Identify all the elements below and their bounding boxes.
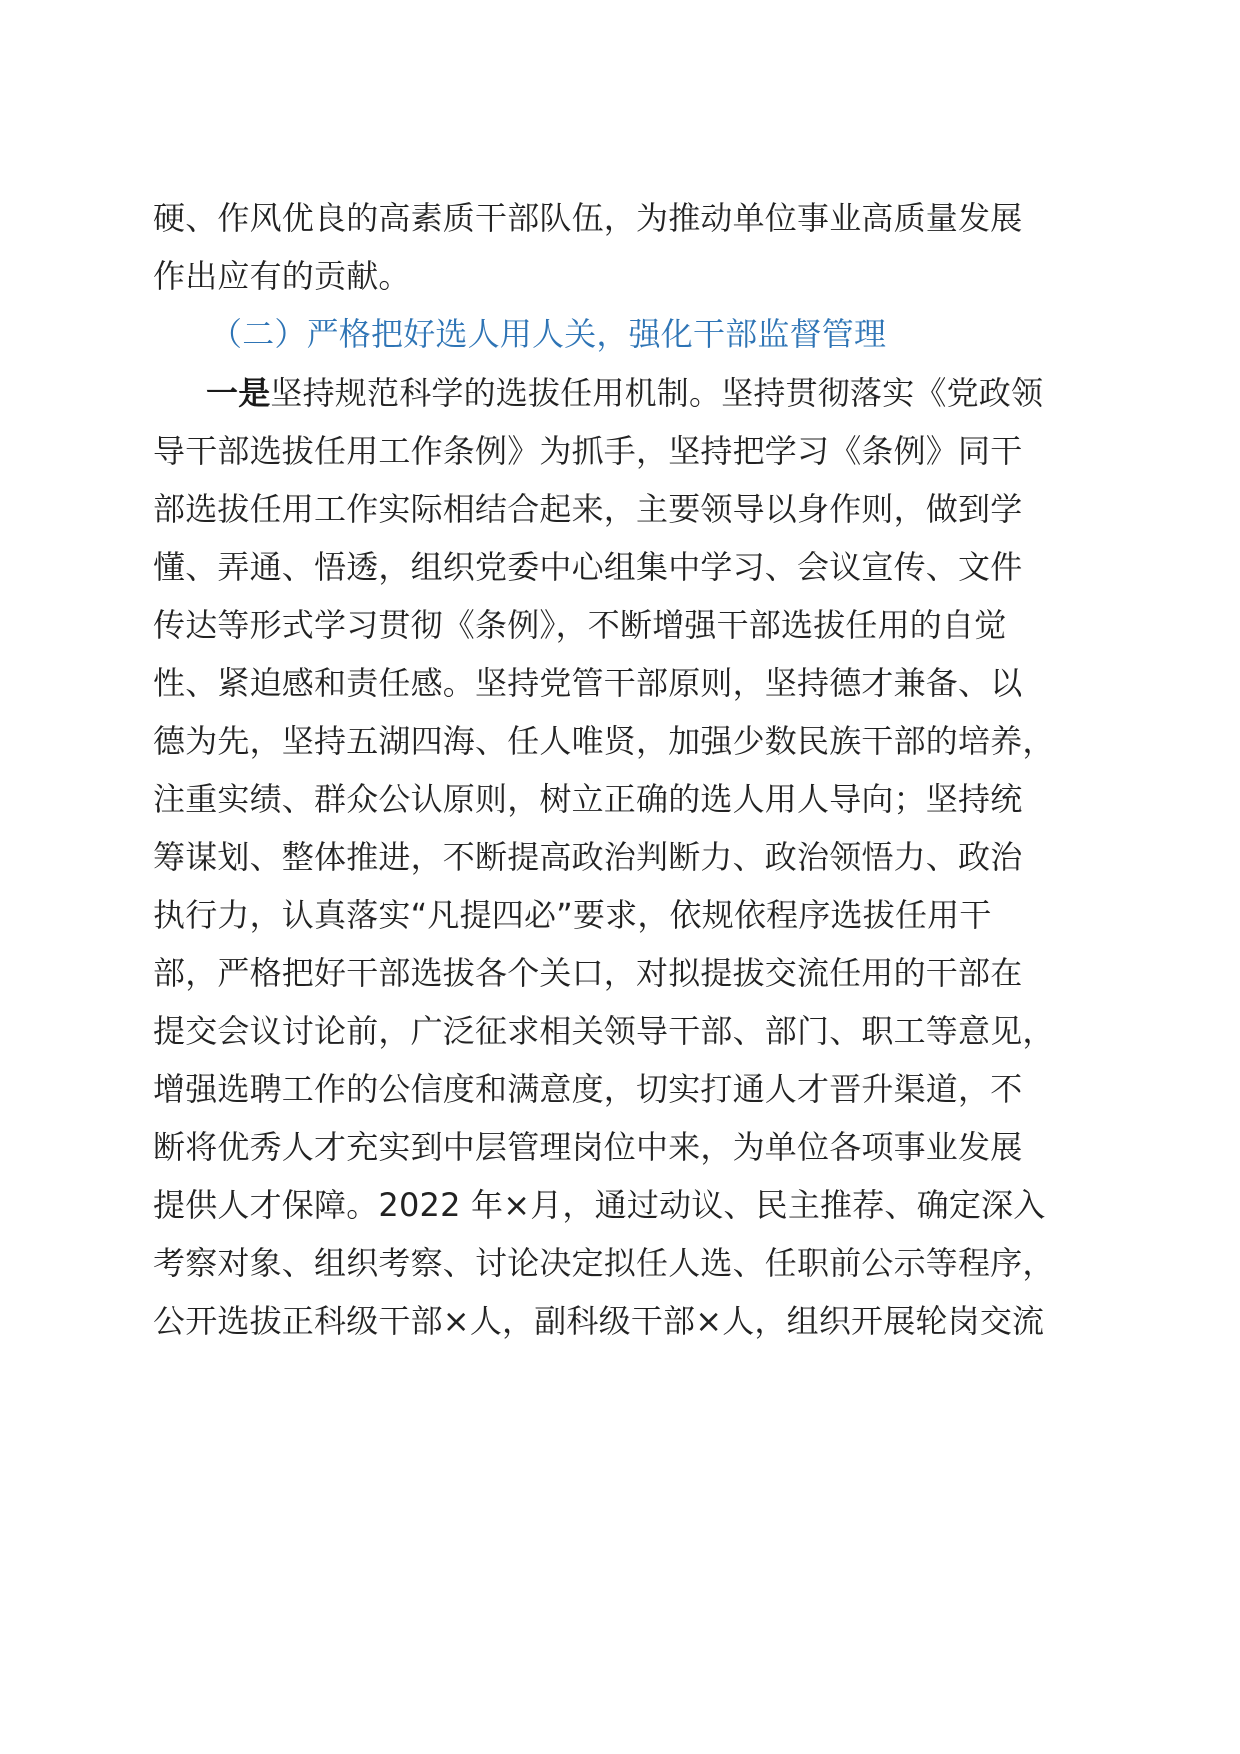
paragraph-line: 断将优秀人才充实到中层管理岗位中来，为单位各项事业发展: [153, 1128, 1023, 1166]
paragraph-line: 德为先，坚持五湖四海、任人唯贤，加强少数民族干部的培养，: [153, 722, 1055, 760]
paragraph-line: 公开选拔正科级干部×人，副科级干部×人，组织开展轮岗交流: [153, 1302, 1045, 1340]
paragraph-line: 部，严格把好干部选拔各个关口，对拟提拔交流任用的干部在: [153, 954, 1023, 992]
paragraph-line: 增强选聘工作的公信度和满意度，切实打通人才晋升渠道，不: [153, 1070, 1023, 1108]
paragraph-line: 传达等形式学习贯彻《条例》，不断增强干部选拔任用的自觉: [153, 606, 1007, 644]
paragraph-line: 性、紧迫感和责任感。坚持党管干部原则，坚持德才兼备、以: [153, 664, 1023, 702]
paragraph-line: 提供人才保障。2022 年×月，通过动议、民主推荐、确定深入: [153, 1186, 1046, 1224]
paragraph-first-line: [206, 373, 1043, 413]
paragraph-line: 考察对象、组织考察、讨论决定拟任人选、任职前公示等程序，: [153, 1244, 1055, 1282]
paragraph-line: 导干部选拔任用工作条例》为抓手，坚持把学习《条例》同干: [153, 432, 1023, 470]
paragraph-line: 懂、弄通、悟透，组织党委中心组集中学习、会议宣传、文件: [153, 548, 1023, 586]
intro-line-1: 硬、作风优良的高素质干部队伍，为推动单位事业高质量发展: [153, 199, 1023, 237]
paragraph-line: 部选拔任用工作实际相结合起来，主要领导以身作则，做到学: [153, 490, 1023, 528]
paragraph-lead: 一是: [206, 374, 271, 412]
intro-line-2: 作出应有的贡献。: [153, 257, 411, 295]
paragraph-line: 注重实绩、群众公认原则，树立正确的选人用人导向；坚持统: [153, 780, 1023, 818]
paragraph-line: 执行力，认真落实“凡提四必”要求，依规依程序选拔任用干: [153, 896, 992, 934]
paragraph-first-line-text: 坚持规范科学的选拔任用机制。坚持贯彻落实《党政领: [270, 374, 1044, 412]
paragraph-line: 提交会议讨论前，广泛征求相关领导干部、部门、职工等意见，: [153, 1012, 1055, 1050]
paragraph-line: 筹谋划、整体推进，不断提高政治判断力、政治领悟力、政治: [153, 838, 1023, 876]
section-heading: （二）严格把好选人用人关，强化干部监督管理: [210, 315, 887, 353]
